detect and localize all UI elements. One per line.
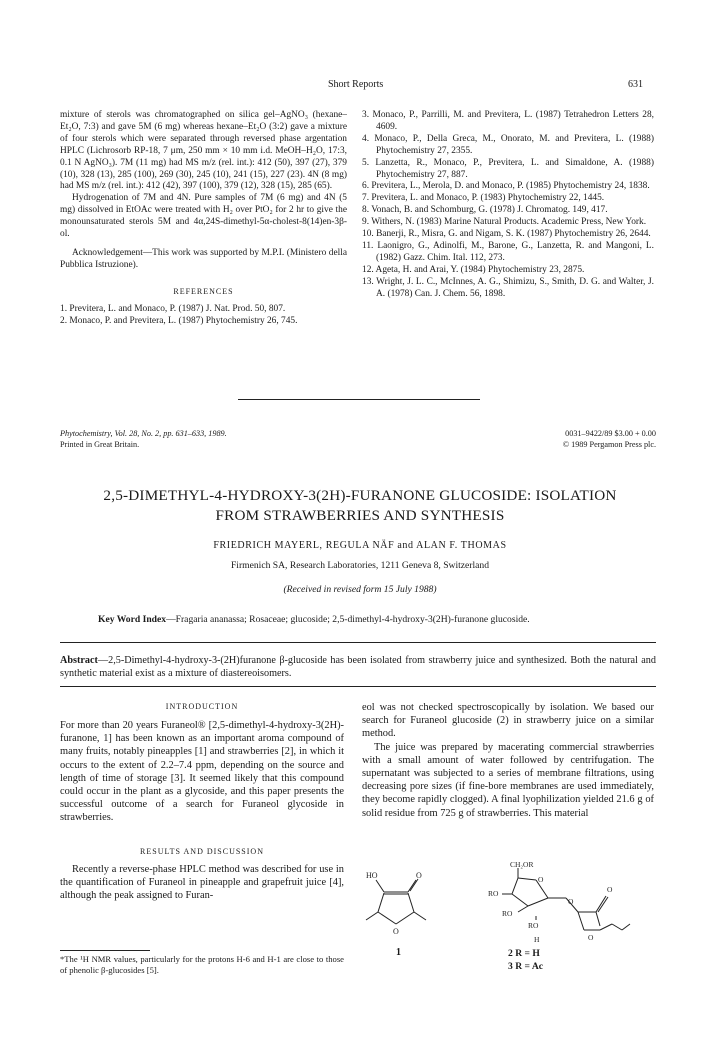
reference-item: 9. Withers, N. (1983) Marine Natural Products. Academic Press, New York. [362,217,647,228]
issn-line: 0031–9422/89 $3.00 + 0.00 [565,429,656,438]
atom-keto-o: O [416,871,422,880]
structure-1-drawing [360,862,440,942]
experimental-paragraph-2: Hydrogenation of 7M and 4N. Pure samples of 7M (6 mg) and 4N (5 mg) dissolved in EtOAc were treated with H₂ over PtO₂ for 2 hr to give the monounsaturated sterols 5M and 4α,24S-dimethyl-5α-cholest-8(14)en-3β-ol. [60,193,347,240]
results-heading: RESULTS AND DISCUSSION [140,846,264,856]
atom-ro-top: RO [488,889,499,898]
page-number: 631 [628,79,643,90]
structure-1-label: 1 [396,947,401,958]
atom-link-o: O [568,897,574,906]
abstract-label: Abstract [60,655,98,666]
results-text: Recently a reverse-phase HPLC method was described for use in the quantification of Furaneol in pineapple and grapefruit juice [4], although the peak assigned to Furan- [60,863,344,902]
structure-2-drawing [488,858,668,950]
printed-in-line: Printed in Great Britain. [60,439,140,449]
reference-item: 5. Lanzetta, R., Monaco, P., Previtera, L. and Simaldone, A. (1988) Phytochemistry 27, 887. [362,157,654,180]
abstract-rule-top [60,642,656,643]
section-divider [238,399,480,400]
reference-item: 4. Monaco, P., Della Greca, M., Onorato, M. and Previtera, L. (1988) Phytochemistry 27, 2355. [362,133,654,156]
abstract-text: —2,5-Dimethyl-4-hydroxy-3-(2H)furanone β-glucoside has been isolated from strawberry juice and synthesized. Both the natural and synthetic material exist as a mixture of diastereoisomers. [60,655,656,679]
copyright-line: © 1989 Pergamon Press plc. [562,439,656,449]
introduction-heading: INTRODUCTION [165,702,239,711]
structure-3-label: 3 R = Ac [508,961,544,972]
reference-item: 6. Previtera, L., Merola, D. and Monaco, P. (1985) Phytochemistry 24, 1838. [362,181,650,192]
abstract [60,654,656,680]
reference-item: 7. Previtera, L. and Monaco, P. (1983) Phytochemistry 22, 1445. [362,193,605,204]
structure-2-3-labels [508,947,543,973]
left-body-column [60,702,344,902]
right-paragraph-1: eol was not checked spectroscopically by isolation. We based our search for Furaneol glucoside (2) in strawberry juice on a similar method. [362,702,654,740]
acknowledgement: Acknowledgement—This work was supported by M.P.I. (Ministero della Pubblica Istruzione). [60,247,347,270]
right-paragraph-2: The juice was prepared by macerating commercial strawberries with a small amount of water followed by centrifugation. The supernatant was subjected to a series of membrane filtrations, using decreasing pore sizes (if fine-bore membranes are used immediately, they become rapidly clogged). A final lyophilization yielded 21.6 g of solid residue from 725 g of strawberries. This material [362,741,654,819]
atom-furanone-o: O [588,933,594,942]
atom-h: H [534,935,540,944]
journal-citation [60,429,227,450]
reference-item: 3. Monaco, P., Parrilli, M. and Previtera, L. (1987) Tetrahedron Letters 28, 4609. [362,110,654,132]
reference-item: 12. Ageta, H. and Arai, Y. (1984) Phytochemistry 23, 2875. [362,264,585,275]
keywords-label: Key Word Index [98,614,167,625]
received-date: (Received in revised form 15 July 1988) [283,584,437,595]
reference-item: 1. Previtera, L. and Monaco, P. (1987) J. Nat. Prod. 50, 807. [60,303,286,314]
atom-glc-ring-o: O [538,875,544,884]
reference-item: 10. Banerji, R., Misra, G. and Nigam, S. K. (1987) Phytochemistry 26, 2644. [362,229,651,240]
atom-ch2or: CH₂OR [510,860,534,869]
introduction-text: For more than 20 years Furaneol® [2,5-dimethyl-4-hydroxy-3(2H)-furanone, 1] has been known as an important aroma compound of many fruits, notably pineapples [1] and strawberries [2], in which it occurs to the extent of 2.2–7.4 ppm, depending on the source and length of time of storage [3]. It seemed likely that this compound could occur in the plant as a glycoside, and this paper presents the successful outcome of a search for Furaneol glycoside in strawberries. [60,720,344,824]
title-line-1: 2,5-DIMETHYL-4-HYDROXY-3(2H)-FURANONE GLUCOSIDE: ISOLATION [103,487,617,504]
right-body-column [362,701,654,820]
atom-ho: HO [366,871,378,880]
keywords-text: —Fragaria ananassa; Rosaceae; glucoside; 2,5-dimethyl-4-hydroxy-3(2H)-furanone glucoside. [166,614,530,625]
footnote-rule [60,950,150,951]
abstract-rule-bottom [60,686,656,687]
references-left [60,304,347,328]
atom-ring-o: O [393,927,399,936]
references-right [362,110,654,301]
footnote: *The ¹H NMR values, particularly for the protons H-6 and H-1 are close to those of phenolic β-glucosides [5]. [60,954,344,975]
reference-item: 8. Vonach, B. and Schomburg, G. (1978) J. Chromatog. 149, 417. [362,205,608,216]
top-left-column [60,110,347,328]
affiliation: Firmenich SA, Research Laboratories, 1211 Geneva 8, Switzerland [230,560,490,571]
references-heading: REFERENCES [173,286,234,296]
atom-ro-mid: RO [502,909,513,918]
title-line-2: FROM STRAWBERRIES AND SYNTHESIS [215,507,505,524]
reference-item: 2. Monaco, P. and Previtera, L. (1987) Phytochemistry 26, 745. [60,315,298,326]
reference-item: 11. Laonigro, G., Adinolfi, M., Barone, G., Lanzetta, R. and Mangoni, L. (1982) Gazz. Chim. Ital. 112, 273. [362,240,654,263]
journal-citation-line: Phytochemistry, Vol. 28, No. 2, pp. 631–633, 1989. [60,429,227,438]
authors: FRIEDRICH MAYERL, REGULA NÄF and ALAN F. THOMAS [213,540,507,551]
atom-keto-o2: O [607,885,613,894]
article-title [40,486,680,526]
reference-item: 13. Wright, J. L. C., McInnes, A. G., Shimizu, S., Smith, D. G. and Walter, J. A. (1978) Can. J. Chem. 56, 1898. [362,276,654,299]
structure-2-label: 2 R = H [508,948,540,959]
atom-ro-bot: RO [528,921,539,930]
experimental-paragraph-1: mixture of sterols was chromatographed on silica gel–AgNO₃ (hexane–Et₂O, 7:3) and gave 5M (6 mg) whereas hexane–Et₂O (3:2) gave a mixture of four sterols which were separated through reversed phase argentation HPLC (Lichrosorb RP-18, 7 μm, 250 mm × 10 mm i.d. MeOH–H₂O, 17:3, 0.1 N AgNO₃). 7M (11 mg) had MS m/z (rel. int.): 412 (50), 397 (27), 379 (10), 328 (13), 285 (100), 269 (30), 245 (10), 241 (15), 227 (23). 4N (8 mg) had MS m/z (rel. int.): 412 (42), 397 (100), 379 (12), 328 (15), 285 (65). [60,110,347,192]
keywords [98,614,658,625]
copyright-block [563,429,656,450]
running-header-section: Short Reports [328,79,384,90]
